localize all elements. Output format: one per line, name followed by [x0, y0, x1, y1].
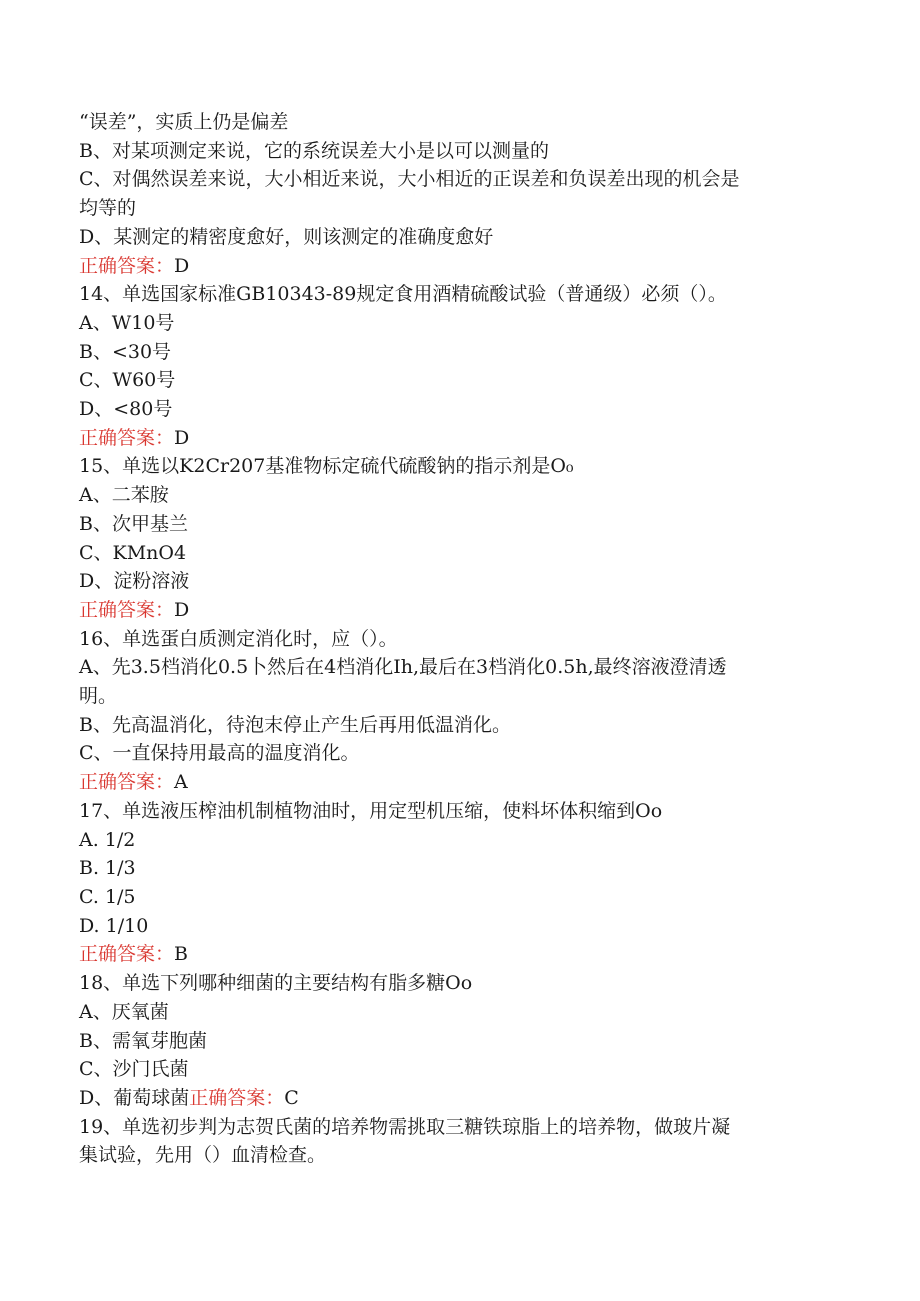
- answer-16: [79, 768, 849, 797]
- answer-value: A: [174, 771, 188, 794]
- question-16: 16、单选蛋白质测定消化时，应（）。: [79, 627, 398, 650]
- option-c-continued: 均等的: [79, 197, 137, 220]
- question-14: 14、单选国家标准GB10343-89规定食用酒精硫酸试验（普通级）必须（）。: [79, 283, 727, 306]
- option-a: A. 1/2: [79, 828, 136, 851]
- option-a: A、W10号: [79, 311, 175, 334]
- option-b: B、先高温消化，待泡末停止产生后再用低温消化。: [79, 713, 511, 736]
- answer-value: C: [284, 1086, 299, 1109]
- answer-label: 正确答案：: [79, 771, 175, 794]
- option-b: B、次甲基兰: [79, 512, 188, 535]
- answer-value: D: [174, 426, 190, 449]
- document-page: [79, 108, 849, 1170]
- option-c: C. 1/5: [79, 885, 136, 908]
- option-b: B. 1/3: [79, 857, 136, 880]
- question-15: 15、单选以K2Cr207基准物标定硫代硫酸钠的指示剂是O₀: [79, 455, 574, 478]
- option-c: C、W60号: [79, 369, 176, 392]
- option-d-with-answer: [79, 1084, 849, 1113]
- answer-value: D: [174, 254, 190, 277]
- option-a: A、先3.5档消化0.5卜然后在4档消化Ih,最后在3档消化0.5h,最终溶液澄清透: [79, 656, 727, 679]
- answer-label: 正确答案：: [79, 254, 175, 277]
- answer-13: [79, 252, 849, 281]
- option-a: A、二苯胺: [79, 484, 169, 507]
- answer-value: B: [174, 943, 188, 966]
- answer-label: 正确答案：: [79, 426, 175, 449]
- question-19: 19、单选初步判为志贺氏菌的培养物需挑取三糖铁琼脂上的培养物，做玻片凝: [79, 1115, 731, 1138]
- option-c: C、KMnO4: [79, 541, 187, 564]
- option-d: D、葡萄球菌: [79, 1086, 190, 1109]
- option-b: B、对某项测定来说，它的系统误差大小是以可以测量的: [79, 139, 549, 162]
- option-c: C、对偶然误差来说，大小相近来说，大小相近的正误差和负误差出现的机会是: [79, 168, 740, 191]
- answer-14: [79, 424, 849, 453]
- option-a-continued: 明。: [79, 685, 118, 708]
- option-a: A、厌氧菌: [79, 1000, 169, 1023]
- option-b: B、需氧芽胞菌: [79, 1029, 207, 1052]
- option-c: C、沙门氏菌: [79, 1058, 189, 1081]
- answer-value: D: [174, 598, 190, 621]
- answer-label: 正确答案：: [79, 598, 175, 621]
- question-19-continued: 集试验，先用（）血清检查。: [79, 1144, 327, 1167]
- question-17: 17、单选液压榨油机制植物油时，用定型机压缩，使料坏体积缩到Oo: [79, 799, 663, 822]
- text-line: “误差”，实质上仍是偏差: [79, 111, 289, 133]
- option-c: C、一直保持用最高的温度消化。: [79, 742, 360, 765]
- option-d: D、<80号: [79, 398, 173, 421]
- answer-15: [79, 596, 849, 625]
- option-d: D、淀粉溶液: [79, 570, 190, 593]
- option-d: D、某测定的精密度愈好，则该测定的准确度愈好: [79, 225, 494, 248]
- question-18: 18、单选下列哪种细菌的主要结构有脂多糖Oo: [79, 972, 473, 995]
- answer-label: 正确答案：: [189, 1086, 285, 1109]
- answer-17: [79, 940, 849, 969]
- option-b: B、<30号: [79, 340, 172, 363]
- option-d: D. 1/10: [79, 914, 149, 937]
- answer-label: 正确答案：: [79, 943, 175, 966]
